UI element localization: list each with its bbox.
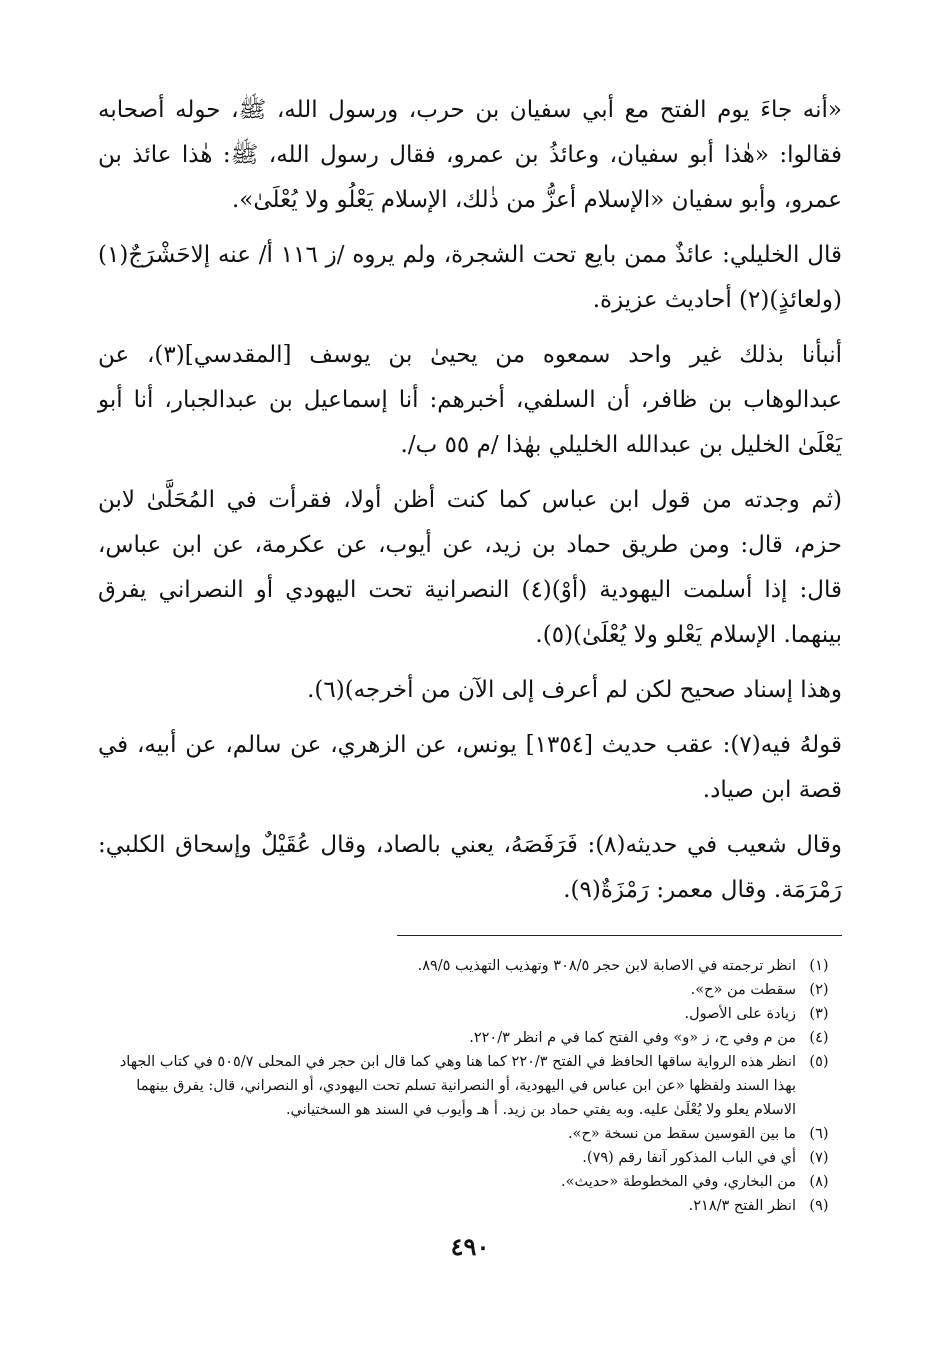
paragraph-2: قال الخليلي: عائذٌ ممن بايع تحت الشجرة، ولم يروه /ز ١١٦ أ/ عنه إلاحَشْرَجٌ(١) (ولعائذٍ)(٢) أحاديث عزيزة. (98, 242, 842, 313)
footnote-2 (98, 978, 842, 1002)
footnote-9 (98, 1194, 842, 1218)
paragraph-7: وقال شعيب في حديثه(٨): فَرَفَصَهُ، يعني بالصاد، وقال عُقَيْلٌ وإسحاق الكلبي: رَمْرَمَة. وقال معمر: رَمْزَةٌ(٩). (98, 832, 842, 903)
footnote-text: أي في الباب المذكور آنفا رقم (٧٩). (582, 1150, 796, 1166)
footnote-4 (98, 1026, 842, 1050)
footnote-number: (٩) (809, 1198, 829, 1214)
footnote-3 (98, 1002, 842, 1026)
footnote-text: انظر ترجمته في الاصابة لابن حجر ٣٠٨/٥ وتهذيب التهذيب ٨٩/٥. (417, 958, 796, 974)
paragraph-6: قولهُ فيه(٧): عقب حديث [١٣٥٤] يونس، عن الزهري، عن سالم، عن أبيه، في قصة ابن صياد. (98, 732, 842, 803)
footnote-text: من البخاري، وفي المخطوطة «حديث». (561, 1174, 796, 1190)
page-number: ٤٩٠ (450, 1232, 490, 1261)
footnote-text: سقطت من «ح». (690, 982, 796, 998)
footnote-number: (٨) (809, 1174, 829, 1190)
footnote-number: (١) (809, 958, 829, 974)
footnote-text: زيادة على الأصول. (684, 1006, 796, 1022)
main-text (98, 88, 842, 913)
paragraph-5: وهذا إسناد صحيح لكن لم أعرف إلى الآن من أخرجه)(٦). (307, 677, 842, 703)
paragraph-1: «أنه جاءَ يوم الفتح مع أبي سفيان بن حرب، ورسول الله، ﷺ، حوله أصحابه فقالوا: «هٰذا أبو سفيان، وعائذُ بن عمرو، فقال رسول الله، ﷺ: هٰذا عائذ بن عمرو، وأبو سفيان «الإسلام أعزُّ من ذٰلك، الإسلام يَعْلُو ولا يُعْلَىٰ». (98, 97, 842, 213)
footnote-8 (98, 1170, 842, 1194)
footnote-5 (98, 1050, 842, 1122)
footnotes (98, 954, 842, 1218)
footnote-text: انظر الفتح ٢١٨/٣. (688, 1198, 796, 1214)
footnote-text: ما بين القوسين سقط من نسخة «ح». (568, 1126, 796, 1142)
paragraph-3: أنبأنا بذلك غير واحد سمعوه من يحيىٰ بن يوسف [المقدسي](٣)، عن عبدالوهاب بن ظافر، أن السلفي، أخبرهم: أنا إسماعيل بن عبدالجبار، أنا أبو يَعْلَىٰ الخليل بن عبدالله الخليلي بهٰذا /م ٥٥ ب/. (98, 342, 842, 458)
footnote-number: (٤) (809, 1030, 829, 1046)
footnote-divider (397, 935, 842, 936)
footnote-1 (98, 954, 842, 978)
footnote-number: (٥) (809, 1054, 829, 1070)
paragraph-4: (ثم وجدته من قول ابن عباس كما كنت أظن أولا، فقرأت في المُحَلَّىٰ لابن حزم، قال: ومن طريق حماد بن زيد، عن أيوب، عن عكرمة، عن ابن عباس، قال: إذا أسلمت اليهودية (أوْ)(٤) النصرانية تحت اليهودي أو النصراني يفرق بينهما. الإسلام يَعْلو ولا يُعْلَىٰ)(٥). (98, 487, 842, 648)
footnote-text: انظر هذه الرواية ساقها الحافظ في الفتح ٢٢٠/٣ كما هنا وهي كما قال ابن حجر في المحلى ٥٠٥/٧ في كتاب الجهاد بهذا السند ولفظها «عن ابن عباس في اليهودية، أو النصرانية تسلم تحت اليهودي، أو النصراني، قال: يفرق بينهما الاسلام يعلو ولا يُعْلَىٰ عليه. وبه يفتي حماد بن زيد. أ هـ وأيوب في السند هو السختياني. (119, 1054, 796, 1118)
footnote-6 (98, 1122, 842, 1146)
footnote-number: (٦) (809, 1126, 829, 1142)
footnote-number: (٧) (809, 1150, 829, 1166)
footnote-text: من م وفي ح، ز «و» وفي الفتح كما في م انظر ٢٢٠/٣. (469, 1030, 796, 1046)
footnote-number: (٢) (809, 982, 829, 998)
footnote-7 (98, 1146, 842, 1170)
footnote-number: (٣) (809, 1006, 829, 1022)
